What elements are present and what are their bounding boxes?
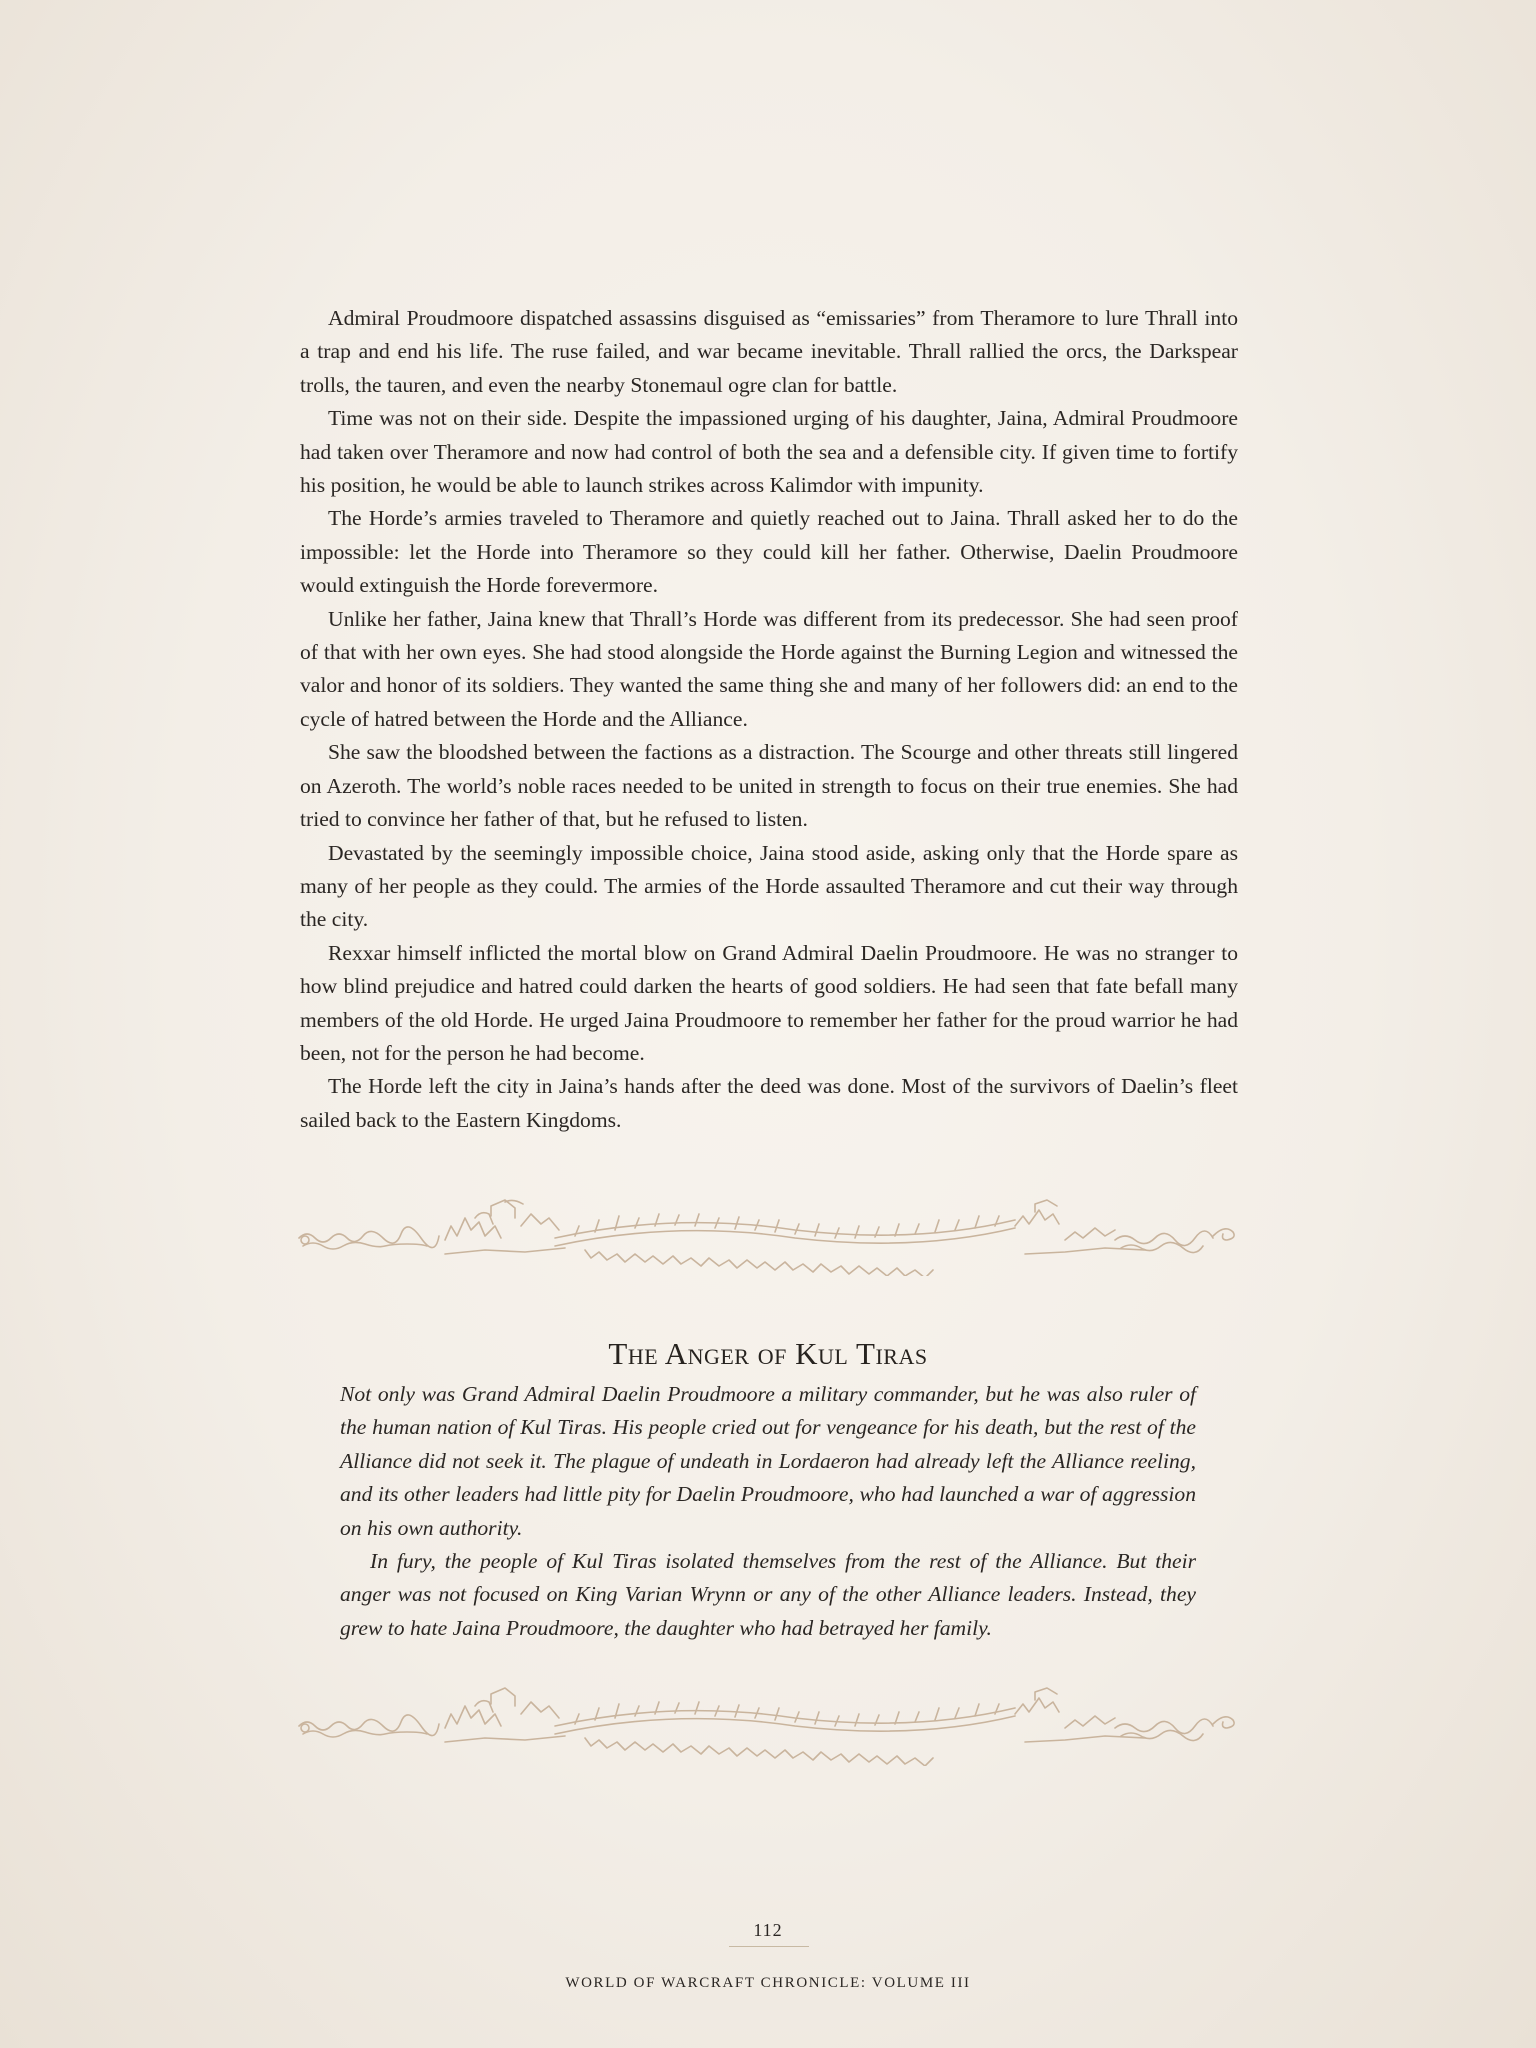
main-paragraph: Admiral Proudmoore dispatched assassins disguised as “emissaries” from Theramore to lure Thrall into a trap and end his life. The ruse failed, and war became inevitable. Thrall rallied the orcs, the Darkspear trolls, the tauren, and even the nearby Stonemaul ogre clan for battle. (300, 306, 1238, 397)
running-footer-book-title: WORLD OF WARCRAFT CHRONICLE: VOLUME III (565, 1975, 971, 1991)
main-paragraph: She saw the bloodshed between the factions as a distraction. The Scourge and other threats still lingered on Azeroth. The world’s noble races needed to be united in strength to focus on their true enemies. She had tried to convince her father of that, but he refused to listen. (300, 740, 1238, 832)
main-paragraph: Time was not on their side. Despite the impassioned urging of his daughter, Jaina, Admiral Proudmoore had taken over Theramore and now had control of both the sea and a defensible city. If given time to fortify his position, he would be able to launch strikes across Kalimdor with impunity. (300, 406, 1238, 498)
sidebar-text-body (340, 1378, 1196, 1645)
harbor-ornament-divider-top (295, 1196, 1241, 1276)
main-paragraph: Unlike her father, Jaina knew that Thrall’s Horde was different from its predecessor. She had seen proof of that with her own eyes. She had stood alongside the Horde against the Burning Legion and witnessed the valor and honor of its soldiers. They wanted the same thing she and many of her followers did: an end to the cycle of hatred between the Horde and the Alliance. (300, 606, 1238, 731)
main-paragraph: Rexxar himself inflicted the mortal blow on Grand Admiral Daelin Proudmoore. He was no stranger to how blind prejudice and hatred could darken the hearts of good soldiers. He had seen that fate befall many members of the old Horde. He urged Jaina Proudmoore to remember her father for the proud warrior he had been, not for the person he had become. (300, 940, 1238, 1065)
sidebar-paragraph: In fury, the people of Kul Tiras isolated themselves from the rest of the Alliance. But their anger was not focused on King Varian Wrynn or any of the other Alliance leaders. Instead, they grew to hate Jaina Proudmoore, the daughter who had betrayed her family. (340, 1549, 1196, 1640)
main-text-body (300, 302, 1238, 1137)
main-paragraph: Devastated by the seemingly impossible choice, Jaina stood aside, asking only that the Horde spare as many of her people as they could. The armies of the Horde assaulted Theramore and cut their way through the city. (300, 840, 1238, 932)
sidebar-title: The Anger of Kul Tiras (608, 1336, 928, 1371)
page-number: 112 (753, 1920, 783, 1940)
main-paragraph: The Horde left the city in Jaina’s hands after the deed was done. Most of the survivors of Daelin’s fleet sailed back to the Eastern Kingdoms. (300, 1074, 1238, 1132)
sidebar-paragraph: Not only was Grand Admiral Daelin Proudmoore a military commander, but he was also ruler of the human nation of Kul Tiras. His people cried out for vengeance for his death, but the rest of the Alliance did not seek it. The plague of undeath in Lordaeron had already left the Alliance reeling, and its other leaders had little pity for Daelin Proudmoore, who had launched a war of aggression on his own authority. (340, 1382, 1196, 1540)
harbor-ornament-divider-bottom (295, 1686, 1241, 1766)
main-paragraph: The Horde’s armies traveled to Theramore and quietly reached out to Jaina. Thrall asked her to do the impossible: let the Horde into Theramore so they could kill her father. Otherwise, Daelin Proudmoore would extinguish the Horde forevermore. (300, 506, 1238, 598)
page-number-rule (729, 1946, 809, 1947)
